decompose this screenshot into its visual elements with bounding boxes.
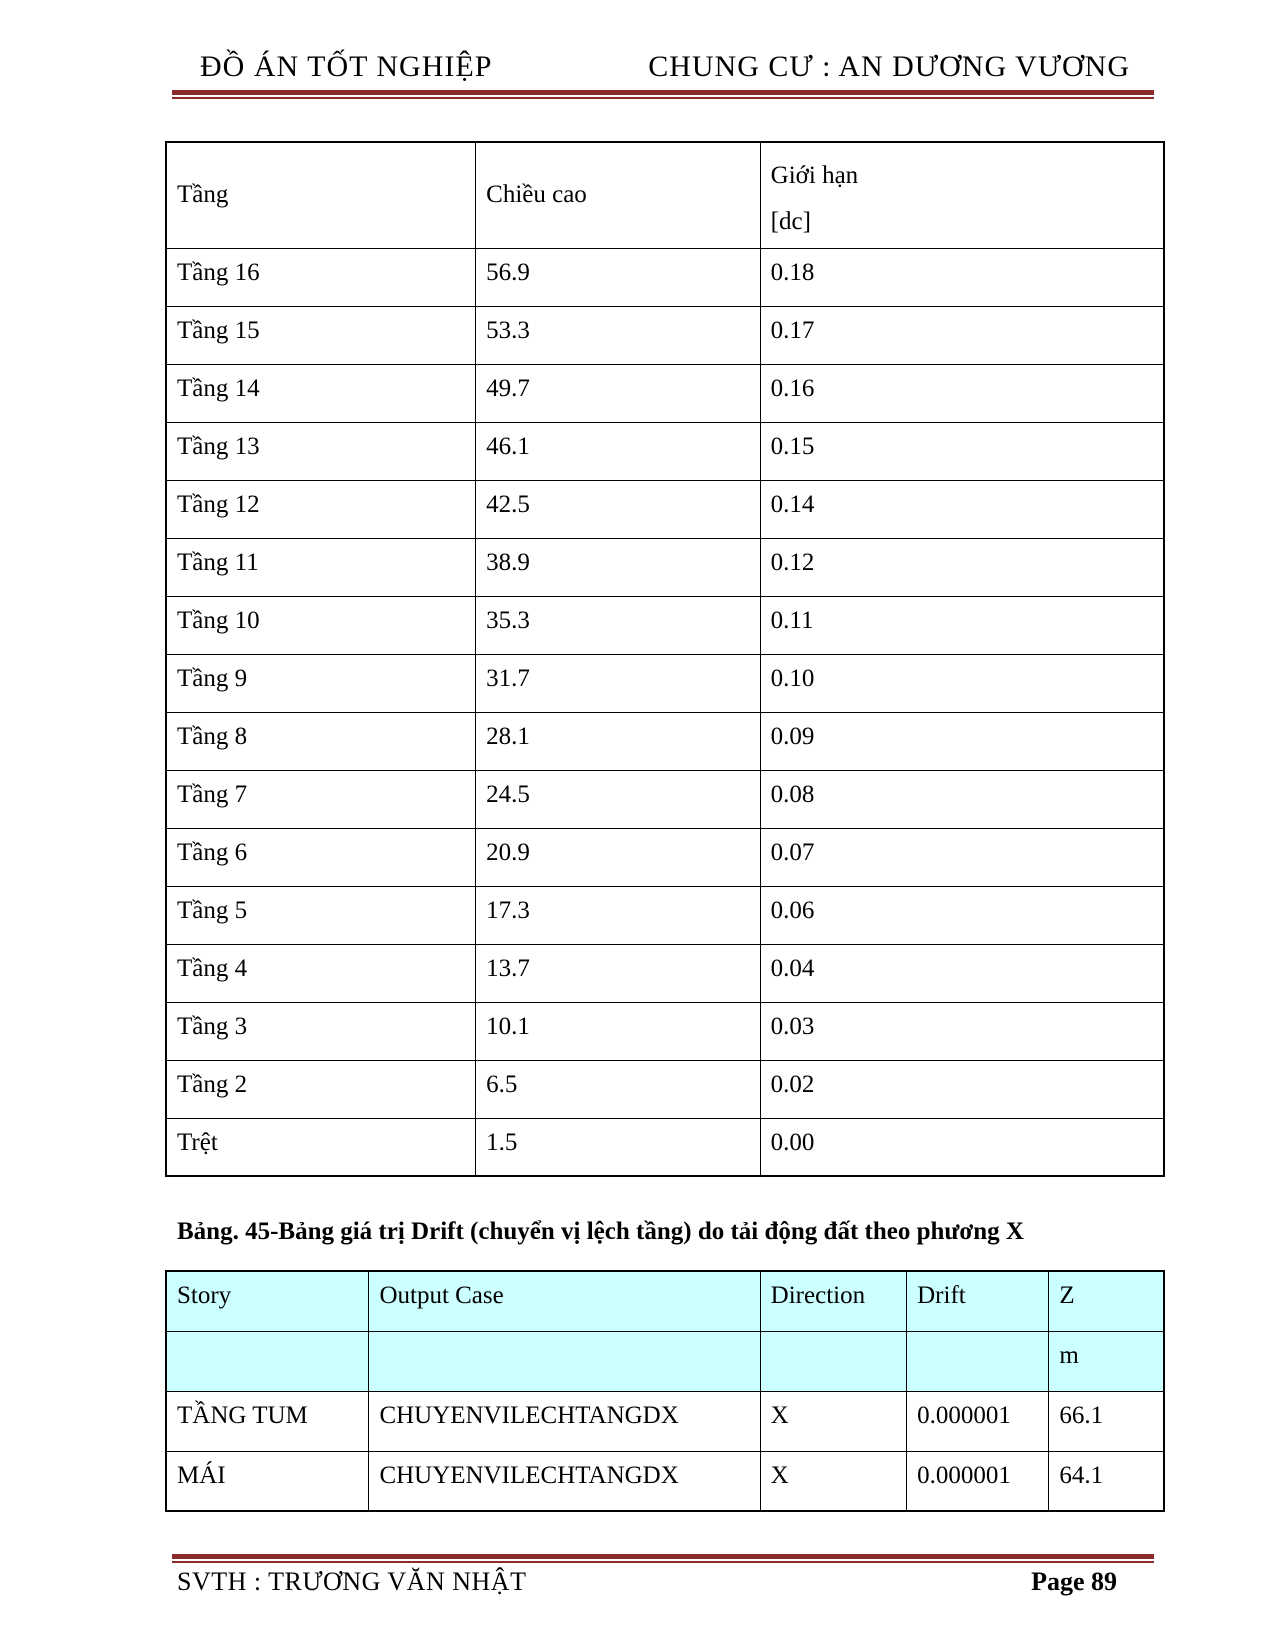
- table-row: [166, 364, 1164, 422]
- table-cell: 42.5: [476, 480, 761, 538]
- header-cell-floor: Tầng: [166, 142, 476, 248]
- table-cell: 0.17: [760, 306, 1164, 364]
- table-row: [166, 828, 1164, 886]
- page-footer: [177, 1567, 1117, 1603]
- table-cell: CHUYENVILECHTANGDX: [369, 1451, 760, 1511]
- table-cell: 28.1: [476, 712, 761, 770]
- table-cell: Tầng 14: [166, 364, 476, 422]
- table-cell: Tầng 7: [166, 770, 476, 828]
- table-cell: 0.000001: [907, 1451, 1049, 1511]
- header-building-name: CHUNG CƯ : AN DƯƠNG VƯƠNG: [648, 50, 1130, 83]
- table-cell: 0.10: [760, 654, 1164, 712]
- table-cell: 0.06: [760, 886, 1164, 944]
- table-cell: 0.12: [760, 538, 1164, 596]
- table-cell: 49.7: [476, 364, 761, 422]
- drift-table: [165, 1270, 1165, 1512]
- table-row: [166, 886, 1164, 944]
- header-cell-direction: Direction: [760, 1271, 906, 1331]
- table-cell: 53.3: [476, 306, 761, 364]
- footer-rule: [172, 1554, 1154, 1559]
- table-header-row: [166, 142, 1164, 248]
- table-cell: Tầng 6: [166, 828, 476, 886]
- table-cell: 38.9: [476, 538, 761, 596]
- table-row: [166, 480, 1164, 538]
- table-cell: Tầng 13: [166, 422, 476, 480]
- unit-cell: [907, 1331, 1049, 1391]
- table-row: [166, 1118, 1164, 1176]
- table-row: [166, 712, 1164, 770]
- header-project-title: ĐỒ ÁN TỐT NGHIỆP: [200, 50, 493, 83]
- table-cell: 10.1: [476, 1002, 761, 1060]
- table-cell: 20.9: [476, 828, 761, 886]
- table-cell: 0.15: [760, 422, 1164, 480]
- table-row: [166, 1002, 1164, 1060]
- table-cell: Tầng 16: [166, 248, 476, 306]
- table-header-row: [166, 1271, 1164, 1331]
- header-cell-z: Z: [1049, 1271, 1164, 1331]
- table-cell: 0.11: [760, 596, 1164, 654]
- table-cell: 0.04: [760, 944, 1164, 1002]
- table-row: [166, 422, 1164, 480]
- table-row: [166, 770, 1164, 828]
- table-cell: 0.09: [760, 712, 1164, 770]
- table-row: [166, 1060, 1164, 1118]
- table-cell: Tầng 8: [166, 712, 476, 770]
- header-rule: [172, 90, 1154, 95]
- table-row: [166, 944, 1164, 1002]
- header-cell-story: Story: [166, 1271, 369, 1331]
- table-cell: 64.1: [1049, 1451, 1164, 1511]
- table-cell: X: [760, 1391, 906, 1451]
- table-cell: 0.18: [760, 248, 1164, 306]
- table-row: [166, 1451, 1164, 1511]
- footer-author: SVTH : TRƯƠNG VĂN NHẬT: [177, 1567, 527, 1596]
- table-cell: 17.3: [476, 886, 761, 944]
- header-cell-height: Chiều cao: [476, 142, 761, 248]
- unit-cell: [369, 1331, 760, 1391]
- table-cell: Tầng 5: [166, 886, 476, 944]
- table-units-row: [166, 1331, 1164, 1391]
- table-cell: 35.3: [476, 596, 761, 654]
- header-rule-thin: [172, 97, 1154, 99]
- table-cell: 0.03: [760, 1002, 1164, 1060]
- table-cell: 1.5: [476, 1118, 761, 1176]
- limit-label: Giới hạn: [770, 162, 859, 189]
- table-row: [166, 538, 1164, 596]
- unit-cell: [166, 1331, 369, 1391]
- table-cell: Tầng 12: [166, 480, 476, 538]
- table-cell: 0.16: [760, 364, 1164, 422]
- table-caption: Bảng. 45-Bảng giá trị Drift (chuyển vị lệch tầng) do tải động đất theo phương X: [177, 1218, 1024, 1245]
- table-cell: Tầng 11: [166, 538, 476, 596]
- page-number: Page 89: [1031, 1567, 1117, 1596]
- table-cell: 0.08: [760, 770, 1164, 828]
- table-cell: Tầng 15: [166, 306, 476, 364]
- table-cell: Tầng 3: [166, 1002, 476, 1060]
- table-cell: TẦNG TUM: [166, 1391, 369, 1451]
- table-cell: 13.7: [476, 944, 761, 1002]
- table-cell: Tầng 10: [166, 596, 476, 654]
- footer-rule-thin: [172, 1561, 1154, 1563]
- table-cell: MÁI: [166, 1451, 369, 1511]
- page-header: [200, 50, 1130, 90]
- table-cell: 0.00: [760, 1118, 1164, 1176]
- floor-limit-table: [165, 141, 1165, 1177]
- table-cell: Tầng 4: [166, 944, 476, 1002]
- table-row: [166, 654, 1164, 712]
- table-row: [166, 306, 1164, 364]
- table-cell: Tầng 2: [166, 1060, 476, 1118]
- unit-cell: [760, 1331, 906, 1391]
- table-cell: CHUYENVILECHTANGDX: [369, 1391, 760, 1451]
- table-cell: 56.9: [476, 248, 761, 306]
- table-cell: X: [760, 1451, 906, 1511]
- table-cell: 66.1: [1049, 1391, 1164, 1451]
- table-cell: 0.14: [760, 480, 1164, 538]
- header-cell-output-case: Output Case: [369, 1271, 760, 1331]
- table-cell: 6.5: [476, 1060, 761, 1118]
- header-cell-limit: [760, 142, 1164, 248]
- table-cell: 46.1: [476, 422, 761, 480]
- table-cell: 31.7: [476, 654, 761, 712]
- limit-unit: [dc]: [770, 208, 811, 235]
- table-row: [166, 1391, 1164, 1451]
- table-row: [166, 596, 1164, 654]
- table-cell: Trệt: [166, 1118, 476, 1176]
- table-row: [166, 248, 1164, 306]
- table-cell: 0.02: [760, 1060, 1164, 1118]
- table-cell: Tầng 9: [166, 654, 476, 712]
- table-cell: 24.5: [476, 770, 761, 828]
- table-cell: 0.07: [760, 828, 1164, 886]
- unit-cell: m: [1049, 1331, 1164, 1391]
- table-cell: 0.000001: [907, 1391, 1049, 1451]
- header-cell-drift: Drift: [907, 1271, 1049, 1331]
